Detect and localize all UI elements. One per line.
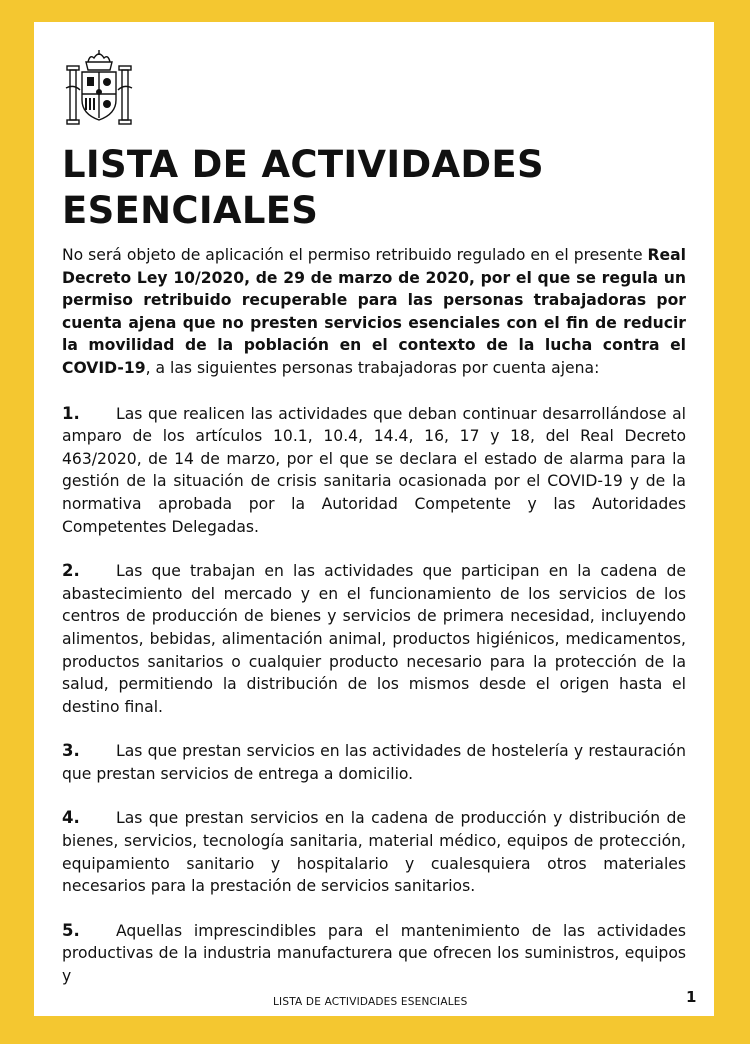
- title-line-2: ESENCIALES: [62, 189, 319, 232]
- list-item: [62, 560, 686, 718]
- page-number: 1: [686, 988, 697, 1006]
- list-item-number: 4.: [62, 808, 80, 828]
- list-item: [62, 807, 686, 897]
- intro-text-end: , a las siguientes personas trabajadoras por cuenta ajena:: [145, 358, 600, 377]
- list-item-text: Las que realicen las actividades que deban continuar desarrollándose al amparo de los artículos 10.1, 10.4, 14.4, 16, 17 y 18, del Real Decreto 463/2020, de 14 de marzo, por el que se declara el estado de alarma para la gestión de la situación de crisis sanitaria ocasionada por el COVID-19 y de la normativa aprobada por la Autoridad Competente y las Autoridades Competentes Delegadas.: [62, 404, 686, 536]
- list-item: [62, 740, 686, 785]
- footer-label: LISTA DE ACTIVIDADES ESENCIALES: [273, 996, 468, 1008]
- intro-paragraph: [62, 244, 686, 380]
- list-item: [62, 920, 686, 988]
- list-item-text: Las que prestan servicios en la cadena de producción y distribución de bienes, servicios, tecnología sanitaria, material médico, equipos de protección, equipamiento sanitario y hospitalario y cualesquiera otros materiales necesarios para la prestación de servicios sanitarios.: [62, 809, 686, 896]
- document-title: [62, 142, 682, 234]
- intro-decree-reference: Real Decreto Ley 10/2020, de 29 de marzo de 2020, por el que se regula un permiso retribuido recuperable para las personas trabajadoras por cuenta ajena que no presten servicios esenciales con el fin de reducir la movilidad de la población en el contexto de la lucha contra el COVID-19: [62, 246, 686, 377]
- list-item-text: Las que trabajan en las actividades que participan en la cadena de abastecimiento del mercado y en el funcionamiento de los servicios de los centros de producción de bienes y servicios de primera necesidad, incluyendo alimentos, bebidas, alimentación animal, productos higiénicos, medicamentos, productos sanitarios o cualquier producto necesario para la protección de la salud, permitiendo la distribución de los mismos desde el origen hasta el destino final.: [62, 562, 686, 716]
- list-item-number: 1.: [62, 403, 80, 423]
- list-item-number: 3.: [62, 741, 80, 761]
- list-item-text: Aquellas imprescindibles para el mantenimiento de las actividades productivas de la industria manufacturera que ofrecen los suministros, equipos y: [62, 921, 686, 986]
- intro-text-start: No será objeto de aplicación el permiso retribuido regulado en el presente: [62, 246, 648, 264]
- document-body: [62, 244, 686, 1010]
- list-item-number: 2.: [62, 561, 80, 581]
- list-item: [62, 403, 686, 539]
- spanish-coat-of-arms-icon: [64, 48, 134, 132]
- title-line-1: LISTA DE ACTIVIDADES: [62, 143, 544, 186]
- list-item-text: Las que prestan servicios en las actividades de hostelería y restauración que prestan servicios de entrega a domicilio.: [62, 742, 686, 783]
- document-page: [34, 22, 714, 1016]
- list-item-number: 5.: [62, 920, 80, 940]
